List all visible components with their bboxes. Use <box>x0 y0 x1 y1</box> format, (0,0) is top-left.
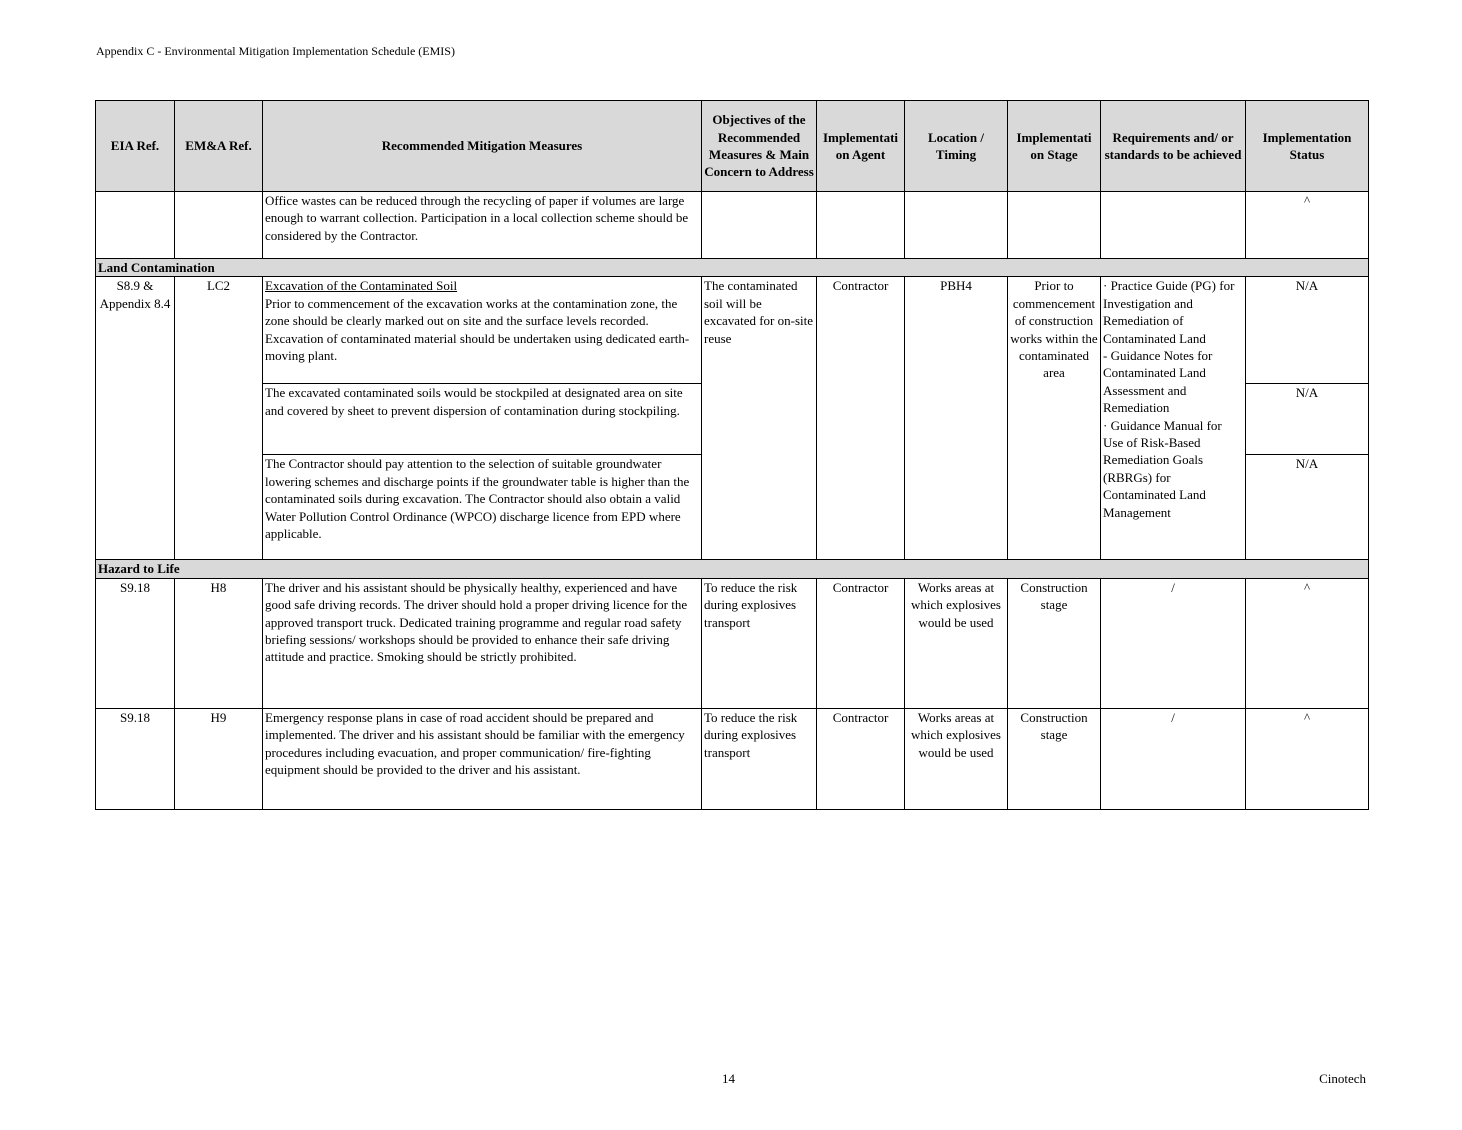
col-header-measures: Recommended Mitigation Measures <box>263 101 702 192</box>
table-header-row <box>96 101 1369 192</box>
measure-body: Prior to commencement of the excavation works at the contamination zone, the zone should be clearly marked out on site and the surface levels recorded. Excavation of contaminated material should be undertaken using dedicated earth-moving plant. <box>265 295 690 364</box>
cell-measure: Office wastes can be reduced through the recycling of paper if volumes are large enough to warrant collection. Participation in a local collection scheme should be considered by the Contractor. <box>263 192 702 259</box>
col-header-agent: Implementati on Agent <box>817 101 905 192</box>
section-title-hazard-to-life: Hazard to Life <box>96 560 1369 578</box>
company-name: Cinotech <box>1319 1071 1366 1086</box>
section-row <box>96 560 1369 578</box>
cell-empty <box>905 192 1008 259</box>
cell-stage: Construction stage <box>1008 708 1101 809</box>
cell-status: N/A <box>1246 277 1369 384</box>
cell-measure: The Contractor should pay attention to the selection of suitable groundwater lowering schemes and discharge points if the groundwater table is higher than the contaminated soils during excavation. The Contractor should also obtain a valid Water Pollution Control Ordinance (WPCO) discharge licence from EPD where applicable. <box>263 455 702 560</box>
page-number: 14 <box>722 1071 735 1086</box>
cell-stage: Construction stage <box>1008 578 1101 708</box>
requirement-item: · Practice Guide (PG) for Investigation and Remediation of Contaminated Land <box>1103 278 1235 346</box>
col-header-requirements: Requirements and/ or standards to be achieved <box>1101 101 1246 192</box>
document-header: Appendix C - Environmental Mitigation Implementation Schedule (EMIS) <box>96 44 455 58</box>
section-title-land-contamination: Land Contamination <box>96 259 1369 277</box>
table-row <box>96 578 1369 708</box>
cell-empty <box>817 192 905 259</box>
col-header-status: Implementation Status <box>1246 101 1369 192</box>
cell-requirements: / <box>1101 578 1246 708</box>
cell-agent: Contractor <box>817 277 905 560</box>
emis-table <box>95 100 1369 810</box>
cell-eia-ref: S9.18 <box>96 708 175 809</box>
col-header-eia-ref: EIA Ref. <box>96 101 175 192</box>
cell-ema-ref: H9 <box>175 708 263 809</box>
measure-title: Excavation of the Contaminated Soil <box>265 278 458 294</box>
cell-status: ^ <box>1246 192 1369 259</box>
cell-empty <box>1101 192 1246 259</box>
cell-empty <box>1008 192 1101 259</box>
col-header-objectives: Objectives of the Recommended Measures & Main Concern to Address <box>702 101 817 192</box>
cell-measure <box>263 277 702 384</box>
requirement-item: - Guidance Notes for Contaminated Land Assessment and Remediation <box>1103 348 1213 416</box>
col-header-stage: Implementati on Stage <box>1008 101 1101 192</box>
cell-agent: Contractor <box>817 708 905 809</box>
cell-eia-ref: S9.18 <box>96 578 175 708</box>
cell-ema-ref: LC2 <box>175 277 263 560</box>
cell-empty <box>702 192 817 259</box>
cell-location: PBH4 <box>905 277 1008 560</box>
section-row <box>96 259 1369 277</box>
cell-location: Works areas at which explosives would be used <box>905 708 1008 809</box>
cell-empty <box>175 192 263 259</box>
cell-stage: Prior to commencement of construction works within the contaminated area <box>1008 277 1101 560</box>
cell-status: ^ <box>1246 708 1369 809</box>
cell-status: N/A <box>1246 455 1369 560</box>
cell-status: ^ <box>1246 578 1369 708</box>
cell-objective: To reduce the risk during explosives transport <box>702 578 817 708</box>
col-header-ema-ref: EM&A Ref. <box>175 101 263 192</box>
cell-measure: The driver and his assistant should be physically healthy, experienced and have good safe driving records. The driver should hold a proper driving licence for the approved transport truck. Dedicated training programme and regular road safety briefing sessions/ workshops should be provided to enhance their safe driving attitude and practice. Smoking should be strictly prohibited. <box>263 578 702 708</box>
cell-ema-ref: H8 <box>175 578 263 708</box>
cell-status: N/A <box>1246 384 1369 455</box>
table-row <box>96 192 1369 259</box>
requirement-item: · Guidance Manual for Use of Risk-Based Remediation Goals (RBRGs) for Contaminated Land Management <box>1103 417 1222 520</box>
cell-location: Works areas at which explosives would be used <box>905 578 1008 708</box>
cell-objective: The contaminated soil will be excavated for on-site reuse <box>702 277 817 560</box>
table-row <box>96 708 1369 809</box>
col-header-location: Location / Timing <box>905 101 1008 192</box>
cell-empty <box>96 192 175 259</box>
cell-requirements: / <box>1101 708 1246 809</box>
table-row <box>96 277 1369 384</box>
cell-agent: Contractor <box>817 578 905 708</box>
cell-eia-ref: S8.9 & Appendix 8.4 <box>96 277 175 560</box>
cell-objective: To reduce the risk during explosives transport <box>702 708 817 809</box>
cell-measure: The excavated contaminated soils would be stockpiled at designated area on site and covered by sheet to prevent dispersion of contamination during stockpiling. <box>263 384 702 455</box>
cell-requirements <box>1101 277 1246 560</box>
cell-measure: Emergency response plans in case of road accident should be prepared and implemented. The driver and his assistant should be familiar with the emergency procedures including evacuation, and proper communication/ fire-fighting equipment should be provided to the driver and his assistant. <box>263 708 702 809</box>
